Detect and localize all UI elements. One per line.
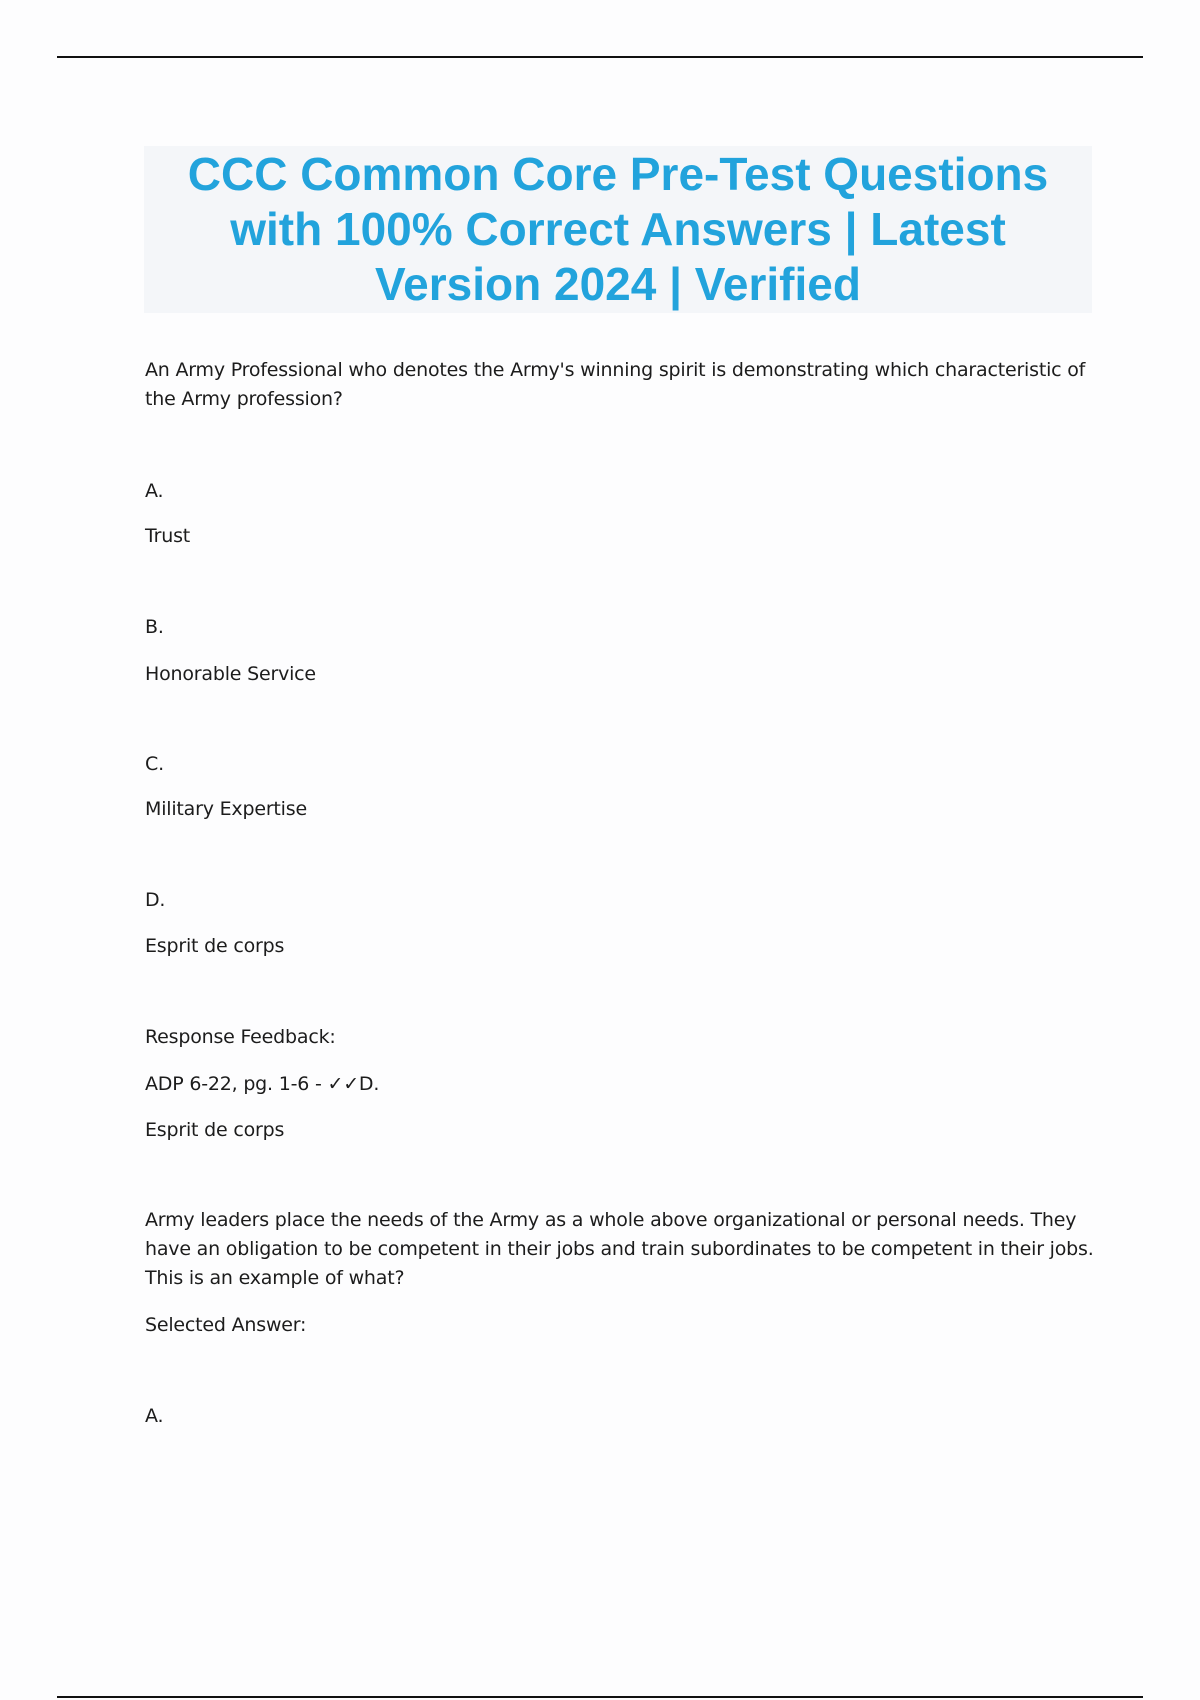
selected-answer-label (145, 1311, 1095, 1340)
question-2 (145, 1206, 1095, 1293)
feedback-answer-text: Esprit de corps (145, 1119, 285, 1141)
option-text: Esprit de corps (145, 935, 285, 957)
q1-option-a (145, 522, 1095, 551)
question-1-text: An Army Professional who denotes the Army's winning spirit is demonstrating which characteristic of the Army profession? (145, 359, 1086, 410)
q1-option-c (145, 795, 1095, 824)
bottom-rule (57, 1696, 1143, 1698)
document-title: CCC Common Core Pre-Test Questions with 100% Correct Answers | Latest Version 2024 | Verified (187, 148, 1049, 310)
response-feedback-answer (145, 1116, 1095, 1145)
option-letter: A. (145, 1405, 164, 1427)
option-letter: B. (145, 616, 164, 638)
question-1 (145, 356, 1095, 414)
q2-option-a-letter (145, 1402, 1095, 1431)
option-letter: D. (145, 889, 166, 911)
q1-option-a-letter (145, 477, 1095, 506)
response-feedback-label (145, 1023, 1095, 1052)
option-text: Trust (145, 525, 191, 547)
q1-option-c-letter (145, 750, 1095, 779)
response-feedback-reference (145, 1070, 1095, 1099)
feedback-reference-text: ADP 6-22, pg. 1-6 - ✓✓D. (145, 1073, 380, 1095)
question-2-text: Army leaders place the needs of the Army as a whole above organizational or personal needs. They have an obligation to be competent in their jobs and train subordinates to be competent in their jobs. This is an example of what? (145, 1209, 1094, 1289)
top-rule (57, 56, 1143, 58)
q1-option-d (145, 932, 1095, 961)
title-banner (144, 146, 1092, 313)
selected-answer-text: Selected Answer: (145, 1314, 307, 1336)
q1-option-b-letter (145, 613, 1095, 642)
feedback-label-text: Response Feedback: (145, 1026, 336, 1048)
option-letter: A. (145, 480, 164, 502)
option-text: Military Expertise (145, 798, 307, 820)
q1-option-d-letter (145, 886, 1095, 915)
option-letter: C. (145, 753, 164, 775)
q1-option-b (145, 660, 1095, 689)
option-text: Honorable Service (145, 663, 316, 685)
